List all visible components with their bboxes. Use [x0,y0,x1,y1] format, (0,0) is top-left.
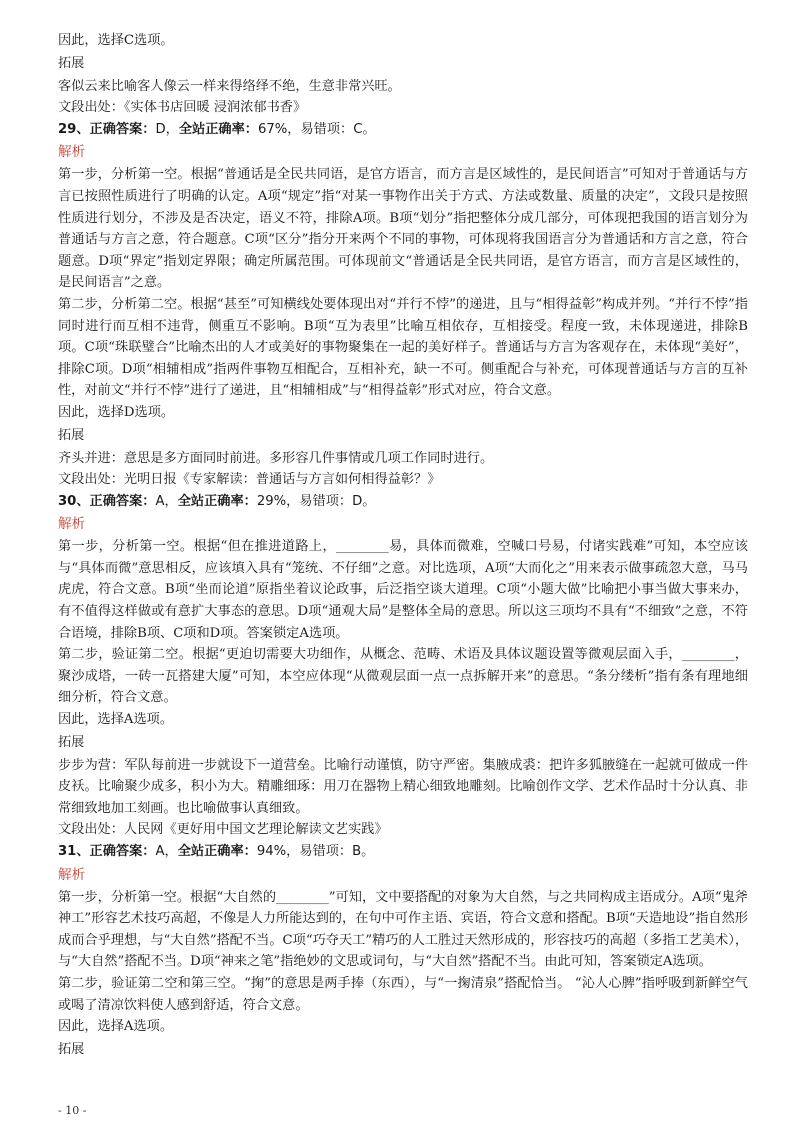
text-line: 因此，选择A选项。 [58,712,174,728]
text-line: 文段出处：人民网《更好用中国文艺理论解读文艺实践》 [58,822,388,838]
text-line: 客似云来比喻客人像云一样来得络绎不绝，生意非常兴旺。 [58,78,401,94]
text-line: 第一步，分析第一空。根据“普通话是全民共同语，是官方语言，而方言是区域性的，是民间语言”可知对于普通话与方言已按照性质进行了明确的认定。A项“规定”指“对某一事物作出关于方式、方法或数量、质量的决定”，文段只是按照性质进行划分，不涉及是否决定，语义不符，排除A项。B项“划分”指把整体分成几部分，可体现把我国的语言划分为普通话与方言之意，符合题意。C项“区分”指分开来两个不同的事物，可体现将我国语言分为普通话和方言之意，符合题意。D项“界定”指划定界限；确定所属范围。可体现前文“普通话是全民共同语，是官方语言，而方言是区域性的，是民间语言”之意。 [58,167,748,291]
text-line: 第二步，分析第二空。根据“甚至”可知横线处要体现出对“并行不悖”的递进，且与“相得益彰”构成并列。“并行不悖”指同时进行而互相不违背，侧重互不影响。B项“互为表里”比喻互相依存，互相接受。程度一致，未体现递进，排除B项。C项“珠联璧合”比喻杰出的人才或美好的事物聚集在一起的美好样子。普通话与方言为客观存在，未体现“美好”，排除C项。D项“相辅相成”指两件事物互相配合，互相补充，缺一不可。侧重配合与补充，可体现普通话与方言的互补性，对前文“并行不悖”进行了递进，且“相辅相成”与“相得益彰”形式对应，符合文意。 [58,296,748,399]
text-line: 因此，选择D选项。 [58,404,175,420]
analysis-heading: 解析 [58,516,86,533]
extension-heading: 拓展 [58,55,85,71]
text-line: 第一步，分析第一空。根据“大自然的________”可知，文中要搭配的对象为大自然，与之共同构成主语成分。A项“鬼斧神工”形容艺术技巧高超，不像是人力所能达到的，在句中可作主语、宾语，符合文意和搭配。B项“天造地设”指自然形成而合乎理想，与“大自然”搭配不当。C项“巧夺天工”精巧的人工胜过天然形成的，形容技巧的高超（多指工艺美术），与“大自然”搭配不当。D项“神来之笔”指绝妙的文思或词句，与“大自然”搭配不当。由此可知，答案锁定A选项。 [58,889,748,970]
text-line: 文段出处：光明日报《专家解读：普通话与方言如何相得益彰？》 [58,472,441,488]
analysis-heading: 解析 [58,144,86,161]
text-line: 第一步，分析第一空。根据“但在推进道路上，________易，具体而微难，空喊口号易，付诸实践难”可知，本空应该与“具体而微”意思相反，应该填入具有“笼统、不仔细”之意。对比选项，A项“大而化之”用来表示做事疏忽大意，马马虎虎，符合文意。B项“坐而论道”原指坐着议论政事，后泛指空谈大道理。C项“小题大做”比喻把小事当做大事来办，有不值得这样做或有意扩大事态的意思。D项“通观大局”是整体全局的意思。所以这三项均不具有“不细致”之意，不符合语境，排除B项、C项和D项。答案锁定A选项。 [58,539,748,641]
analysis-heading: 解析 [58,866,86,883]
extension-heading: 拓展 [58,427,85,443]
answer-heading: 31、正确答案：A，全站正确率：94%，易错项：B。 [58,844,375,859]
document-body [58,30,748,1062]
text-line: 齐头并进：意思是多方面同时前进。多形容几件事情或几项工作同时进行。 [58,450,494,466]
text-line: 第二步，验证第二空。根据“更迫切需要大功细作，从概念、范畴、术语及具体议题设置等微观层面入手，________，聚沙成塔，一砖一瓦搭建大厦”可知，本空应体现“从微观层面一点一点拆解开来”的意思。“条分缕析”指有条有理地细细分析，符合文意。 [58,647,748,706]
text-line: 第二步，验证第二空和第三空。“掬”的意思是两手捧（东西），与“一掬清泉”搭配恰当。 “沁人心脾”指呼吸到新鲜空气或喝了清凉饮料使人感到舒适，符合文意。 [58,975,748,1013]
text-line: 文段出处：《实体书店回暖 浸润浓郁书香》 [58,100,307,116]
text-line: 步步为营：军队每前进一步就设下一道营垒。比喻行动谨慎，防守严密。集腋成裘：把许多狐腋缝在一起就可做成一件皮袄。比喻聚少成多，积小为大。精雕细琢：用刀在器物上精心细致地雕刻。比喻创作文学、艺术作品时十分认真、非常细致地加工刻画。也比喻做事认真细致。 [58,757,748,816]
text-line: 因此，选择C选项。 [58,33,174,48]
answer-heading: 30、正确答案：A，全站正确率：29%，易错项：D。 [58,493,376,509]
extension-heading: 拓展 [58,1041,85,1057]
extension-heading: 拓展 [58,734,85,750]
text-line: 因此，选择A选项。 [58,1019,174,1035]
answer-heading: 29、正确答案：D，全站正确率：67%，易错项：C。 [58,121,376,137]
page-number: - 10 - [58,1104,87,1117]
